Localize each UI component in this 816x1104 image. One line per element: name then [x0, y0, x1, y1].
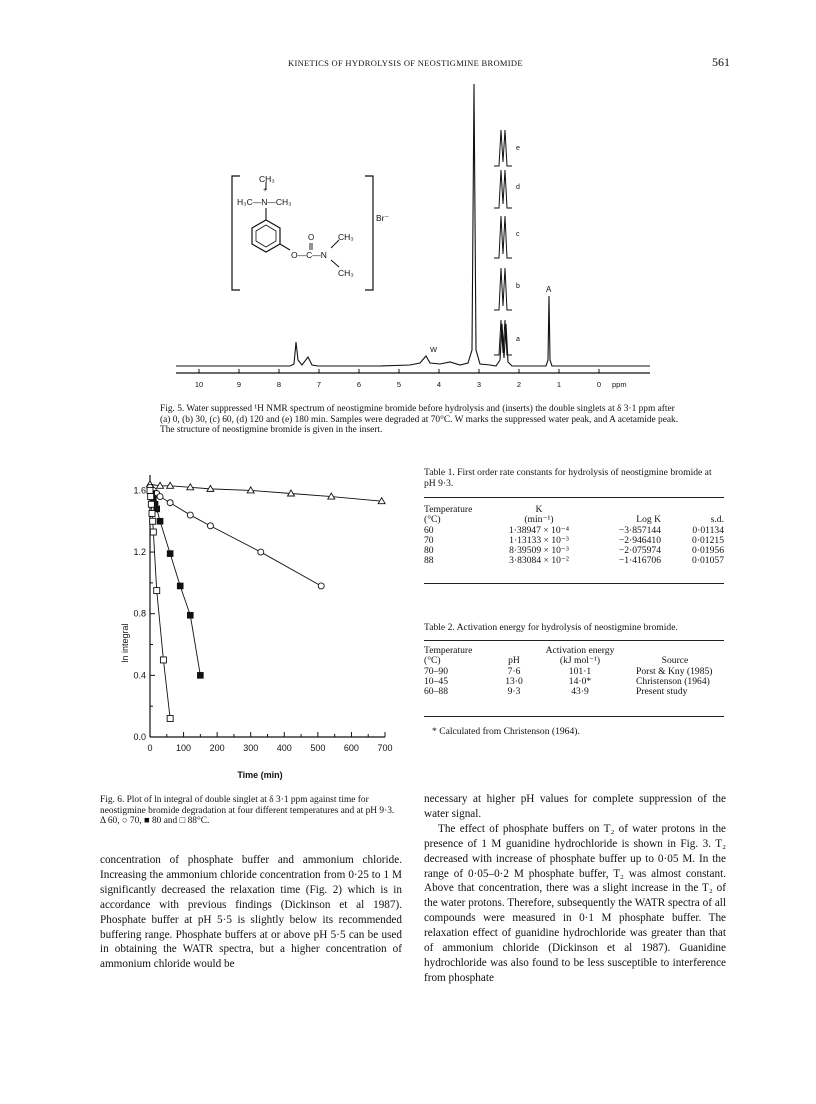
structure-amine: H₃C—N—CH₃ [237, 197, 292, 207]
table-cell: 13·0 [505, 675, 523, 687]
inset-label-b: b [516, 283, 520, 290]
table-2 [424, 646, 724, 697]
fig6-point-open-square [148, 501, 154, 507]
table-cell: 10–45 [424, 675, 448, 687]
table-cell: 60–88 [424, 686, 448, 698]
table-row [424, 687, 724, 697]
fig6-point-filled-square [177, 583, 183, 589]
acetamide-peak-label: A [546, 285, 552, 294]
fig6-point-filled-square [167, 551, 173, 557]
table-cell: 1·38947 × 10⁻⁴ [508, 524, 570, 536]
table-1 [424, 505, 724, 567]
structure-right-methyl-top: CH₃ [338, 232, 354, 242]
table-2-top-rule [424, 640, 724, 641]
table-cell: 80 [424, 545, 434, 557]
table-1-title: Table 1. First order rate constants for hydrolysis of neostigmine bromide at pH 9·3. [424, 467, 712, 489]
structure-bromide-anion: Br⁻ [376, 213, 389, 223]
fig6-x-tick-label: 400 [276, 743, 292, 753]
table-cell: Christenson (1964) [636, 675, 710, 687]
table-2-header-cell: pH [508, 655, 520, 667]
table-1-header-cell: (°C) [424, 514, 441, 526]
table-cell: 0·01215 [692, 534, 724, 546]
table-cell: 0·01956 [692, 545, 724, 557]
fig6-y-tick-label: 0.4 [133, 670, 146, 681]
right-paragraph-2: The effect of phosphate buffers on T₂ of water protons in the presence of 1 M guanidine hydrochloride is shown in Fig. 3. T₂ decreased with increase of phosphate buffer up to 0·05 M. In the range of 0·05–0·2 M phosphate buffer, T₂ was almost constant. Above that concentration, there was a slight increase in the T₂ of the water protons. Therefore, subsequently the WATR spectra of all compounds were measured in 0·1 M phosphate buffer. The relaxation effect of guanidine hydrochloride was greater than that of ammonium chloride (Dickinson et al 1987). Guanidine hydrochloride was also found to be less susceptible to interference from phosphate [424, 822, 726, 984]
figure-6-caption: Fig. 6. Plot of ln integral of double singlet at δ 3·1 ppm against time for neostigmine bromide degradation at four different temperatures and at pH 9·3. Δ 60, ○ 70, ■ 80 and □ 88°C. [100, 795, 395, 827]
nmr-inset-peaks [494, 130, 512, 355]
table-1-header-cell: (min⁻¹) [524, 514, 554, 526]
right-paragraph-1: necessary at higher pH values for complete suppression of the water signal. [424, 793, 726, 820]
ppm-tick-label: 2 [516, 380, 522, 389]
table-2-header-cell: Source [661, 655, 689, 667]
table-cell: −2·946410 [618, 534, 661, 546]
table-cell: 9·3 [507, 686, 521, 698]
inset-label-d: d [516, 184, 520, 191]
fig6-y-tick-label: 0.8 [133, 608, 146, 619]
fig6-point-filled-square [187, 612, 193, 618]
ppm-tick-label: 6 [356, 380, 362, 389]
table-row [424, 526, 724, 536]
table-2-header-cell: Activation energy [545, 645, 615, 656]
table-1-header-row-2 [424, 515, 724, 525]
ppm-tick-label: 1 [556, 380, 562, 389]
water-peak-label: W [430, 345, 438, 354]
inset-label-a: a [516, 336, 520, 343]
table-cell: 60 [424, 524, 434, 536]
ppm-tick-label: 5 [396, 380, 402, 389]
fig6-point-open-square [149, 511, 155, 517]
nmr-spectrum-trace [176, 84, 650, 366]
ppm-tick-label: 10 [194, 380, 204, 389]
fig6-series-line [150, 484, 382, 501]
table-cell: 70 [424, 534, 434, 546]
table-row [424, 536, 724, 546]
fig6-y-axis-label: ln integral [120, 623, 130, 663]
ppm-tick-label: 4 [436, 380, 442, 389]
right-column-text [424, 792, 726, 986]
page-number: 561 [712, 55, 730, 69]
fig6-x-tick-label: 100 [176, 743, 192, 753]
ppm-tick-label: 3 [476, 380, 482, 389]
fig6-point-circle [157, 494, 163, 500]
left-column-text [100, 853, 402, 972]
nmr-spectrum-figure [150, 70, 670, 395]
fig6-y-tick-label: 0.0 [133, 732, 146, 742]
left-paragraph: concentration of phosphate buffer and ammonium chloride. Increasing the ammonium chloride concentration from 0·25 to 1 M significantly decreased the relaxation time (Fig. 2) which is in accordance with previous findings (Dickinson et al 1987). Phosphate buffer at pH 5·5 is slightly below its recommended buffering range. Phosphate buffers at or above pH 5·5 can be used in obtaining the WATR spectra, but a higher concentration of ammonium chloride would be [100, 854, 402, 971]
table-1-header-cell: K [535, 504, 543, 515]
neostigmine-structure [232, 174, 389, 290]
fig6-x-axis-label: Time (min) [237, 770, 283, 780]
fig6-y-tick-label: 1.2 [133, 547, 146, 558]
table-2-header-cell: Temperature [424, 645, 473, 656]
inset-label-c: c [516, 231, 520, 238]
table-1-header-cell: Temperature [424, 504, 473, 515]
fig6-point-open-square [154, 588, 160, 594]
fig6-point-circle [207, 523, 213, 529]
table-cell: 43·9 [571, 686, 589, 698]
running-head: KINETICS OF HYDROLYSIS OF NEOSTIGMINE BROMIDE [288, 58, 523, 68]
table-cell: 3·83084 × 10⁻² [509, 555, 569, 567]
table-2-bottom-rule [424, 716, 724, 717]
ppm-tick-label: 7 [316, 380, 322, 389]
table-cell: 1·13133 × 10⁻³ [509, 534, 569, 546]
table-cell: −3·857144 [618, 524, 661, 536]
fig6-point-open-square [150, 518, 156, 524]
ppm-axis-ticks [195, 369, 601, 389]
figure-5-caption: Fig. 5. Water suppressed ¹H NMR spectrum of neostigmine bromide before hydrolysis and (inserts) the double singlets at δ 3·1 ppm after (a) 0, (b) 30, (c) 60, (d) 120 and (e) 180 min. Samples were degraded at 70°C. W marks the suppressed water peak, and A acetamide peak. The structure of neostigmine bromide is given in the insert. [160, 404, 679, 436]
table-cell: −2·075974 [618, 545, 661, 557]
structure-plus: + [263, 187, 268, 194]
fig6-x-tick-label: 300 [243, 743, 259, 753]
ppm-tick-label: 8 [276, 380, 282, 389]
fig6-point-triangle [167, 482, 174, 488]
fig6-x-tick-label: 700 [377, 743, 393, 753]
table-cell: 0·01134 [692, 524, 724, 536]
fig6-point-circle [187, 512, 193, 518]
fig6-chart [105, 465, 400, 785]
fig6-point-open-square [160, 657, 166, 663]
table-1-header-cell: Log K [636, 514, 661, 526]
fig6-point-filled-square [157, 518, 163, 524]
ppm-unit-label: ppm [612, 380, 627, 389]
structure-top-methyl: CH₃ [259, 174, 275, 184]
table-1-bottom-rule [424, 583, 724, 584]
fig6-y-tick-label: 1.6 [133, 485, 146, 496]
fig6-point-circle [167, 500, 173, 506]
fig6-x-tick-label: 0 [147, 743, 153, 753]
table-2-header-cell: (kJ mol⁻¹) [559, 655, 601, 667]
fig6-x-tick-label: 200 [209, 743, 225, 753]
fig6-point-open-square [150, 529, 156, 535]
table-1-header-row-1 [424, 505, 724, 515]
table-cell: 70–90 [424, 665, 448, 677]
table-1-header-cell: s.d. [710, 514, 724, 526]
inset-label-e: e [516, 145, 520, 152]
table-cell: 8·39509 × 10⁻³ [509, 545, 569, 557]
table-1-top-rule [424, 497, 724, 498]
fig6-point-open-square [167, 716, 173, 722]
table-cell: −1·416706 [618, 555, 661, 567]
table-cell: 7·6 [507, 665, 521, 677]
table-row [424, 556, 724, 566]
table-cell: Present study [636, 686, 688, 698]
table-cell: 101·1 [568, 665, 592, 677]
fig6-point-circle [318, 583, 324, 589]
structure-carbamate: O—C—N [291, 250, 327, 260]
table-cell: Porst & Kny (1985) [636, 665, 713, 677]
fig6-x-tick-label: 600 [343, 743, 359, 753]
ppm-tick-label: 0 [596, 380, 602, 389]
ppm-tick-label: 9 [236, 380, 242, 389]
table-row [424, 546, 724, 556]
fig6-point-circle [258, 549, 264, 555]
table-cell: 0·01057 [692, 555, 724, 567]
table-2-footnote: * Calculated from Christenson (1964). [432, 726, 580, 737]
table-2-title: Table 2. Activation energy for hydrolysis of neostigmine bromide. [424, 622, 678, 633]
fig6-point-open-square [147, 487, 153, 493]
table-cell: 88 [424, 555, 434, 567]
table-2-header-cell: (°C) [424, 655, 441, 667]
structure-right-methyl-bottom: CH₃ [338, 268, 354, 278]
fig6-point-filled-square [197, 672, 203, 678]
fig6-x-tick-label: 500 [310, 743, 326, 753]
fig6-point-open-square [148, 494, 154, 500]
structure-carbonyl-oxygen: O [308, 233, 315, 242]
table-cell: 14·0* [568, 675, 592, 687]
